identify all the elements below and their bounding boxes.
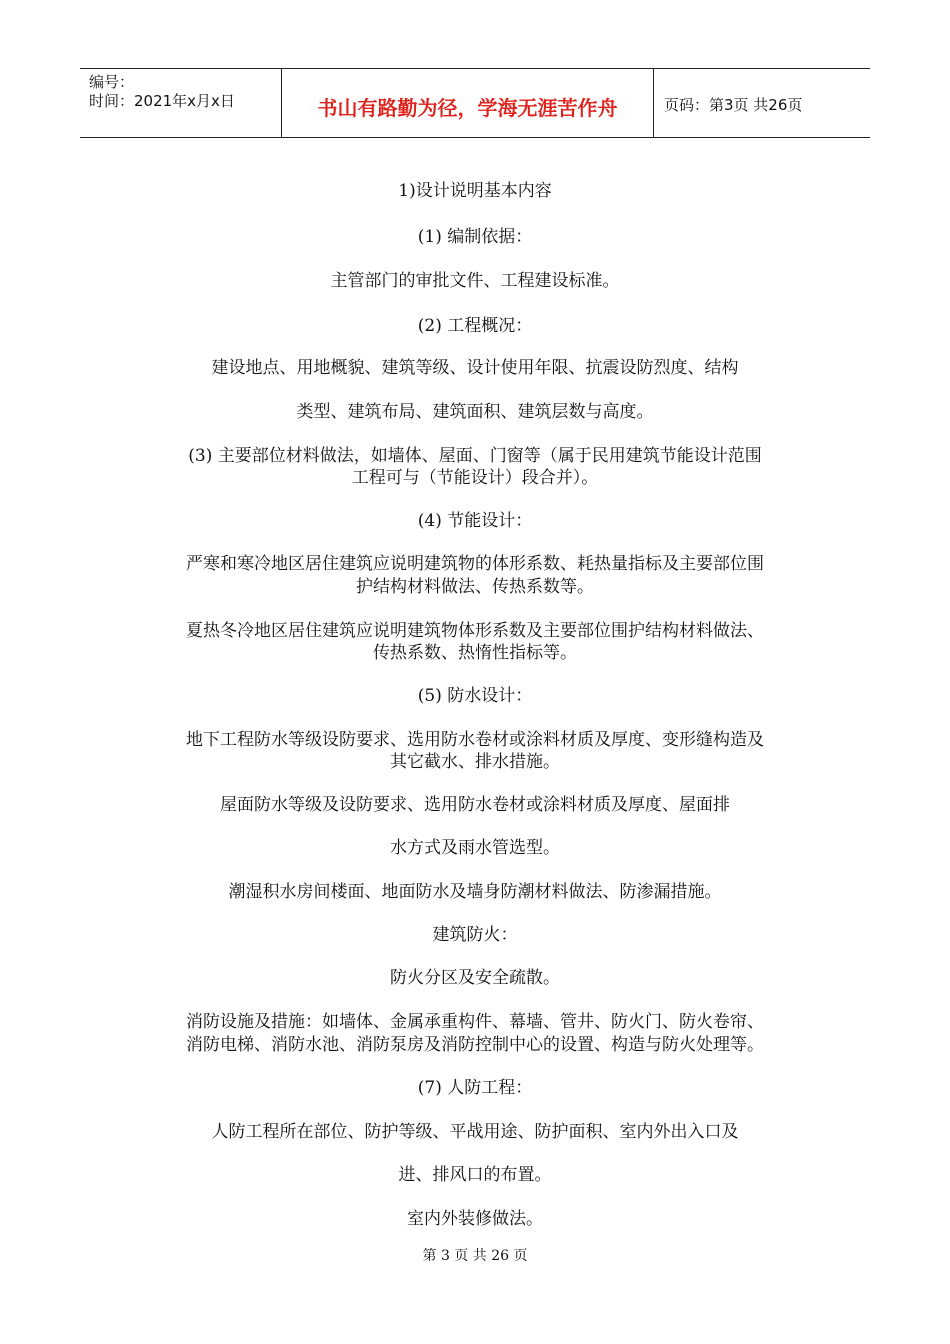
page-footer: 第 3 页 共 26 页 xyxy=(422,1248,528,1264)
heading-project-overview: (2) 工程概况： xyxy=(417,316,533,336)
paragraph-text: 其它截水、排水措施。 xyxy=(390,752,560,772)
paragraph-text: 消防设施及措施：如墙体、金属承重构件、幕墙、管井、防火门、防火卷帘、 xyxy=(186,1012,764,1032)
paragraph-text: 防火分区及安全疏散。 xyxy=(390,968,560,988)
header-info-cell xyxy=(80,69,280,137)
page-header xyxy=(80,68,870,138)
header-page-cell xyxy=(653,69,870,137)
paragraph-text: 潮湿积水房间楼面、地面防水及墙身防潮材料做法、防渗漏措施。 xyxy=(228,882,722,902)
paragraph-text: 夏热冬冷地区居住建筑应说明建筑物体形系数及主要部位围护结构材料做法、 xyxy=(186,621,764,641)
paragraph-text: 工程可与（节能设计）段合并）。 xyxy=(351,468,599,488)
header-motto: 书山有路勤为径，学海无涯苦作舟 xyxy=(317,96,618,120)
heading-energy-design: (4) 节能设计： xyxy=(417,511,533,531)
section-title: 1)设计说明基本内容 xyxy=(398,181,552,201)
paragraph-text: 进、排风口的布置。 xyxy=(398,1165,552,1185)
paragraph-text: 类型、建筑布局、建筑面积、建筑层数与高度。 xyxy=(296,402,654,422)
paragraph-text: 建设地点、用地概貌、建筑等级、设计使用年限、抗震设防烈度、结构 xyxy=(211,358,739,378)
heading-compilation-basis: (1) 编制依据： xyxy=(417,227,533,247)
paragraph-text: 地下工程防水等级设防要求、选用防水卷材或涂料材质及厚度、变形缝构造及 xyxy=(186,730,764,750)
paragraph-text: 护结构材料做法、传热系数等。 xyxy=(356,577,594,597)
paragraph-text: 传热系数、热惰性指标等。 xyxy=(373,643,577,663)
paragraph-text: 水方式及雨水管选型。 xyxy=(390,838,560,858)
header-page-number: 页码：第3页 共26页 xyxy=(664,96,803,114)
paragraph-text: (3) 主要部位材料做法，如墙体、屋面、门窗等（属于民用建筑节能设计范围 xyxy=(188,446,762,466)
paragraph-text: 主管部门的审批文件、工程建设标准。 xyxy=(330,271,620,291)
paragraph-text: 消防电梯、消防水池、消防泵房及消防控制中心的设置、构造与防火处理等。 xyxy=(186,1035,764,1055)
paragraph-text: 人防工程所在部位、防护等级、平战用途、防护面积、室内外出入口及 xyxy=(211,1122,739,1142)
header-motto-cell xyxy=(281,69,654,137)
paragraph-text: 严寒和寒冷地区居住建筑应说明建筑物的体形系数、耗热量指标及主要部位围 xyxy=(186,554,764,574)
paragraph-text: 屋面防水等级及设防要求、选用防水卷材或涂料材质及厚度、屋面排 xyxy=(220,795,730,815)
document-number-label: 编号： xyxy=(89,73,135,91)
heading-waterproof-design: (5) 防水设计： xyxy=(417,686,533,706)
paragraph-text: 室内外装修做法。 xyxy=(407,1209,543,1229)
document-date-label: 时间：2021年x月x日 xyxy=(89,92,235,110)
heading-fire-protection: 建筑防火： xyxy=(432,925,518,945)
heading-civil-air-defense: (7) 人防工程： xyxy=(417,1078,533,1098)
